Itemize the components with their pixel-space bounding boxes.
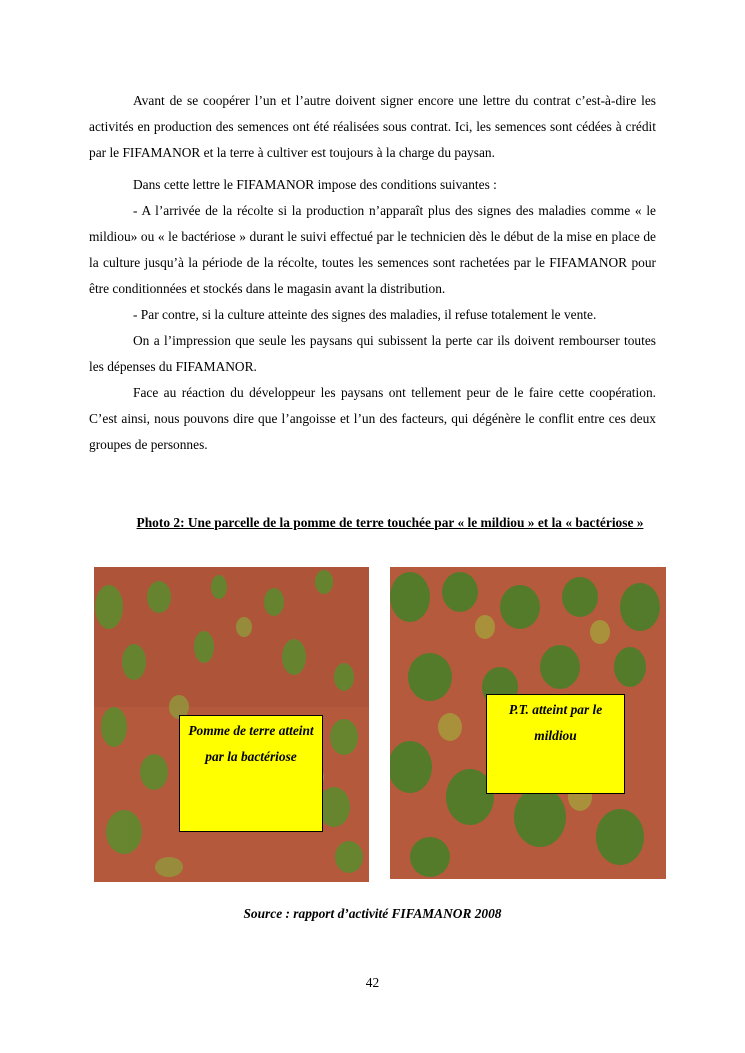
paragraph-6: Face au réaction du développeur les paysans ont tellement peur de le faire cette coopération. C’est ainsi, nous pouvons dire que l’angoisse et l’un des facteurs, qui dégénère le conflit entre ces deux groupes de personnes.	[89, 385, 656, 452]
paragraph-5: On a l’impression que seule les paysans qui subissent la perte car ils doivent rembourser toutes les dépenses du FIFAMANOR.	[89, 333, 656, 374]
page-number: 42	[365, 975, 380, 990]
label-mildew: P.T. atteint par le mildiou	[486, 694, 625, 794]
paragraph-1: Avant de se coopérer l’un et l’autre doivent signer encore une lettre du contrat c’est-à-dire les activités en production des semences ont été réalisées sous contrat. Ici, les semences sont cédées à crédit par le FIFAMANOR et la terre à cultiver est toujours à la charge du paysan.	[89, 93, 656, 160]
paragraph-3: - A l’arrivée de la récolte si la production n’apparaît plus des signes des maladies comme « le mildiou» ou « le bactériose » durant le suivi effectué par le technicien dès le début de la mise en place de la culture jusqu’à la période de la récolte, toutes les semences sont rachetées par le FIFAMANOR pour être conditionnées et stockés dans le magasin avant la distribution.	[89, 203, 656, 296]
body-text	[89, 88, 656, 458]
photo-caption: Photo 2: Une parcelle de la pomme de terre touchée par « le mildiou » et la « bactériose »	[136, 515, 644, 530]
photo-source: Source : rapport d’activité FIFAMANOR 2008	[243, 906, 502, 921]
paragraph-4: - Par contre, si la culture atteinte des signes des maladies, il refuse totalement le vente.	[133, 307, 597, 322]
label-bacteriosis: Pomme de terre atteint par la bactériose	[179, 715, 323, 832]
paragraph-2: Dans cette lettre le FIFAMANOR impose des conditions suivantes :	[133, 177, 497, 192]
